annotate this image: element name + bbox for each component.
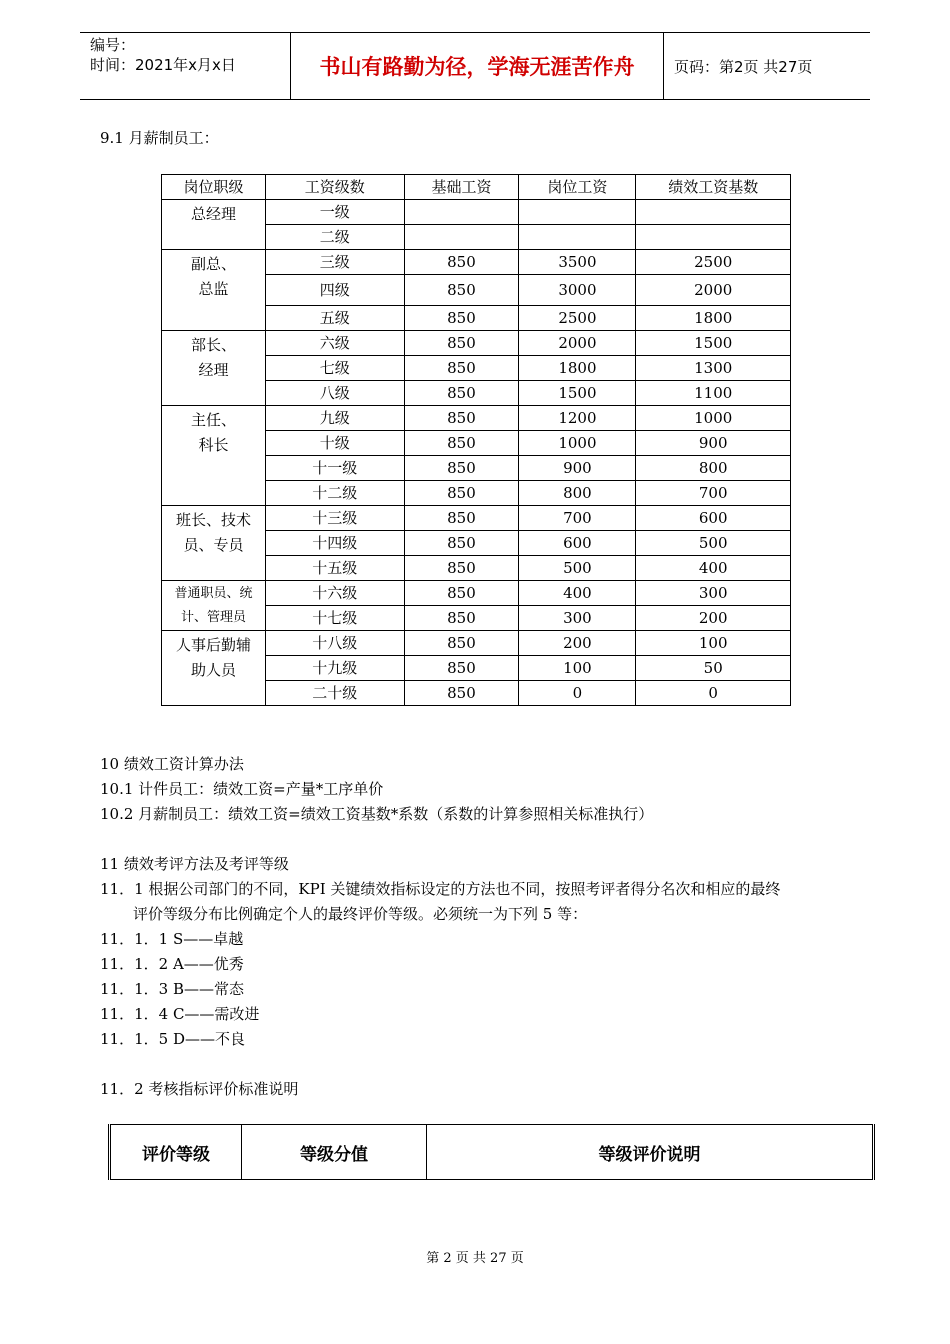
grade-cell: 十三级: [266, 506, 404, 531]
post-salary-cell: 2000: [519, 331, 636, 356]
base-salary-cell: 850: [404, 275, 519, 306]
grade-cell: 十五级: [266, 556, 404, 581]
section-10-2: 10.2 月薪制员工：绩效工资=绩效工资基数*系数（系数的计算参照相关标准执行）: [100, 805, 654, 823]
header-motto: 书山有路勤为径，学海无涯苦作舟: [291, 33, 664, 99]
post-salary-cell: 0: [519, 681, 636, 706]
post-salary-cell: 3000: [519, 275, 636, 306]
position-cell: 班长、技术 员、专员: [162, 506, 266, 581]
col-header-performance-base: 绩效工资基数: [636, 175, 791, 200]
base-salary-cell: 850: [404, 381, 519, 406]
post-salary-cell: 700: [519, 506, 636, 531]
salary-row: [162, 581, 791, 606]
base-salary-cell: 850: [404, 581, 519, 606]
grade-cell: 六级: [266, 331, 404, 356]
post-salary-cell: 600: [519, 531, 636, 556]
performance-base-cell: 500: [636, 531, 791, 556]
col-header-grade: 工资级数: [266, 175, 404, 200]
post-salary-cell: 1200: [519, 406, 636, 431]
performance-base-cell: 1000: [636, 406, 791, 431]
base-salary-cell: 850: [404, 356, 519, 381]
header-left: [80, 33, 291, 99]
position-cell: 总经理: [162, 200, 266, 250]
post-salary-cell: 1800: [519, 356, 636, 381]
base-salary-cell: 850: [404, 331, 519, 356]
section-11-1-line2: 评价等级分布比例确定个人的最终评价等级。必须统一为下列 5 等：: [133, 905, 588, 923]
section-11-2: 11．2 考核指标评价标准说明: [100, 1080, 299, 1098]
col-header-post-salary: 岗位工资: [519, 175, 636, 200]
level-item: 11．1．1 S——卓越: [100, 930, 244, 948]
post-salary-cell: 1500: [519, 381, 636, 406]
level-item: 11．1．2 A——优秀: [100, 955, 244, 973]
grade-cell: 十六级: [266, 581, 404, 606]
performance-base-cell: 200: [636, 606, 791, 631]
eval-header-grade: 评价等级: [110, 1125, 242, 1180]
performance-base-cell: 100: [636, 631, 791, 656]
base-salary-cell: 850: [404, 406, 519, 431]
base-salary-cell: 850: [404, 531, 519, 556]
performance-base-cell: 2000: [636, 275, 791, 306]
grade-cell: 十一级: [266, 456, 404, 481]
post-salary-cell: [519, 200, 636, 225]
level-item: 11．1．5 D——不良: [100, 1030, 245, 1048]
position-cell: 普通职员、统 计、管理员: [162, 581, 266, 631]
grade-cell: 二十级: [266, 681, 404, 706]
post-salary-cell: [519, 225, 636, 250]
performance-base-cell: [636, 225, 791, 250]
grade-cell: 四级: [266, 275, 404, 306]
section-10-1: 10.1 计件员工：绩效工资=产量*工序单价: [100, 780, 384, 798]
section-11-1-line1: 11．1 根据公司部门的不同，KPI 关键绩效指标设定的方法也不同，按照考评者得分名次和相应的最终: [100, 880, 781, 898]
base-salary-cell: [404, 200, 519, 225]
header-page-info: 页码：第2页 共27页: [674, 57, 813, 76]
grade-cell: 十九级: [266, 656, 404, 681]
salary-table-body: [162, 200, 791, 706]
grade-cell: 十八级: [266, 631, 404, 656]
base-salary-cell: 850: [404, 306, 519, 331]
evaluation-table-header-row: [110, 1125, 874, 1180]
grade-cell: 十四级: [266, 531, 404, 556]
performance-base-cell: 900: [636, 431, 791, 456]
salary-table-header-row: [162, 175, 791, 200]
section-9-1-title: 9.1 月薪制员工：: [100, 129, 219, 147]
section-10-title: 10 绩效工资计算办法: [100, 755, 244, 773]
salary-row: [162, 631, 791, 656]
performance-base-cell: 1300: [636, 356, 791, 381]
salary-row: [162, 250, 791, 275]
col-header-base-salary: 基础工资: [404, 175, 519, 200]
performance-base-cell: 1500: [636, 331, 791, 356]
base-salary-cell: 850: [404, 481, 519, 506]
base-salary-cell: 850: [404, 656, 519, 681]
grade-cell: 十二级: [266, 481, 404, 506]
base-salary-cell: [404, 225, 519, 250]
post-salary-cell: 300: [519, 606, 636, 631]
evaluation-table: [108, 1124, 875, 1180]
position-cell: 副总、 总监: [162, 250, 266, 331]
base-salary-cell: 850: [404, 681, 519, 706]
col-header-position: 岗位职级: [162, 175, 266, 200]
base-salary-cell: 850: [404, 631, 519, 656]
post-salary-cell: 2500: [519, 306, 636, 331]
post-salary-cell: 400: [519, 581, 636, 606]
base-salary-cell: 850: [404, 556, 519, 581]
salary-row: [162, 331, 791, 356]
grade-cell: 九级: [266, 406, 404, 431]
grade-cell: 八级: [266, 381, 404, 406]
post-salary-cell: 200: [519, 631, 636, 656]
grade-cell: 十级: [266, 431, 404, 456]
level-item: 11．1．4 C——需改进: [100, 1005, 260, 1023]
base-salary-cell: 850: [404, 431, 519, 456]
grade-cell: 七级: [266, 356, 404, 381]
post-salary-cell: 3500: [519, 250, 636, 275]
performance-base-cell: 700: [636, 481, 791, 506]
performance-base-cell: 800: [636, 456, 791, 481]
performance-base-cell: [636, 200, 791, 225]
grade-cell: 十七级: [266, 606, 404, 631]
salary-row: [162, 506, 791, 531]
eval-header-description: 等级评价说明: [427, 1125, 874, 1180]
post-salary-cell: 1000: [519, 431, 636, 456]
performance-base-cell: 600: [636, 506, 791, 531]
base-salary-cell: 850: [404, 456, 519, 481]
post-salary-cell: 500: [519, 556, 636, 581]
page-footer: 第 2 页 共 27 页: [426, 1251, 524, 1266]
post-salary-cell: 100: [519, 656, 636, 681]
number-label: 编号：: [90, 36, 136, 54]
position-cell: 人事后勤辅 助人员: [162, 631, 266, 706]
salary-row: [162, 200, 791, 225]
eval-header-score: 等级分值: [242, 1125, 427, 1180]
position-cell: 主任、 科长: [162, 406, 266, 506]
section-11-title: 11 绩效考评方法及考评等级: [100, 855, 289, 873]
performance-base-cell: 1100: [636, 381, 791, 406]
grade-cell: 三级: [266, 250, 404, 275]
base-salary-cell: 850: [404, 250, 519, 275]
level-item: 11．1．3 B——常态: [100, 980, 244, 998]
grade-cell: 一级: [266, 200, 404, 225]
performance-base-cell: 2500: [636, 250, 791, 275]
time-label: 时间：2021年x月x日: [90, 56, 236, 74]
performance-base-cell: 400: [636, 556, 791, 581]
salary-table: [161, 174, 791, 706]
base-salary-cell: 850: [404, 506, 519, 531]
page-header: [80, 32, 870, 100]
grade-cell: 二级: [266, 225, 404, 250]
performance-base-cell: 1800: [636, 306, 791, 331]
performance-base-cell: 50: [636, 656, 791, 681]
base-salary-cell: 850: [404, 606, 519, 631]
salary-row: [162, 406, 791, 431]
grade-cell: 五级: [266, 306, 404, 331]
post-salary-cell: 900: [519, 456, 636, 481]
position-cell: 部长、 经理: [162, 331, 266, 406]
performance-base-cell: 0: [636, 681, 791, 706]
performance-base-cell: 300: [636, 581, 791, 606]
post-salary-cell: 800: [519, 481, 636, 506]
